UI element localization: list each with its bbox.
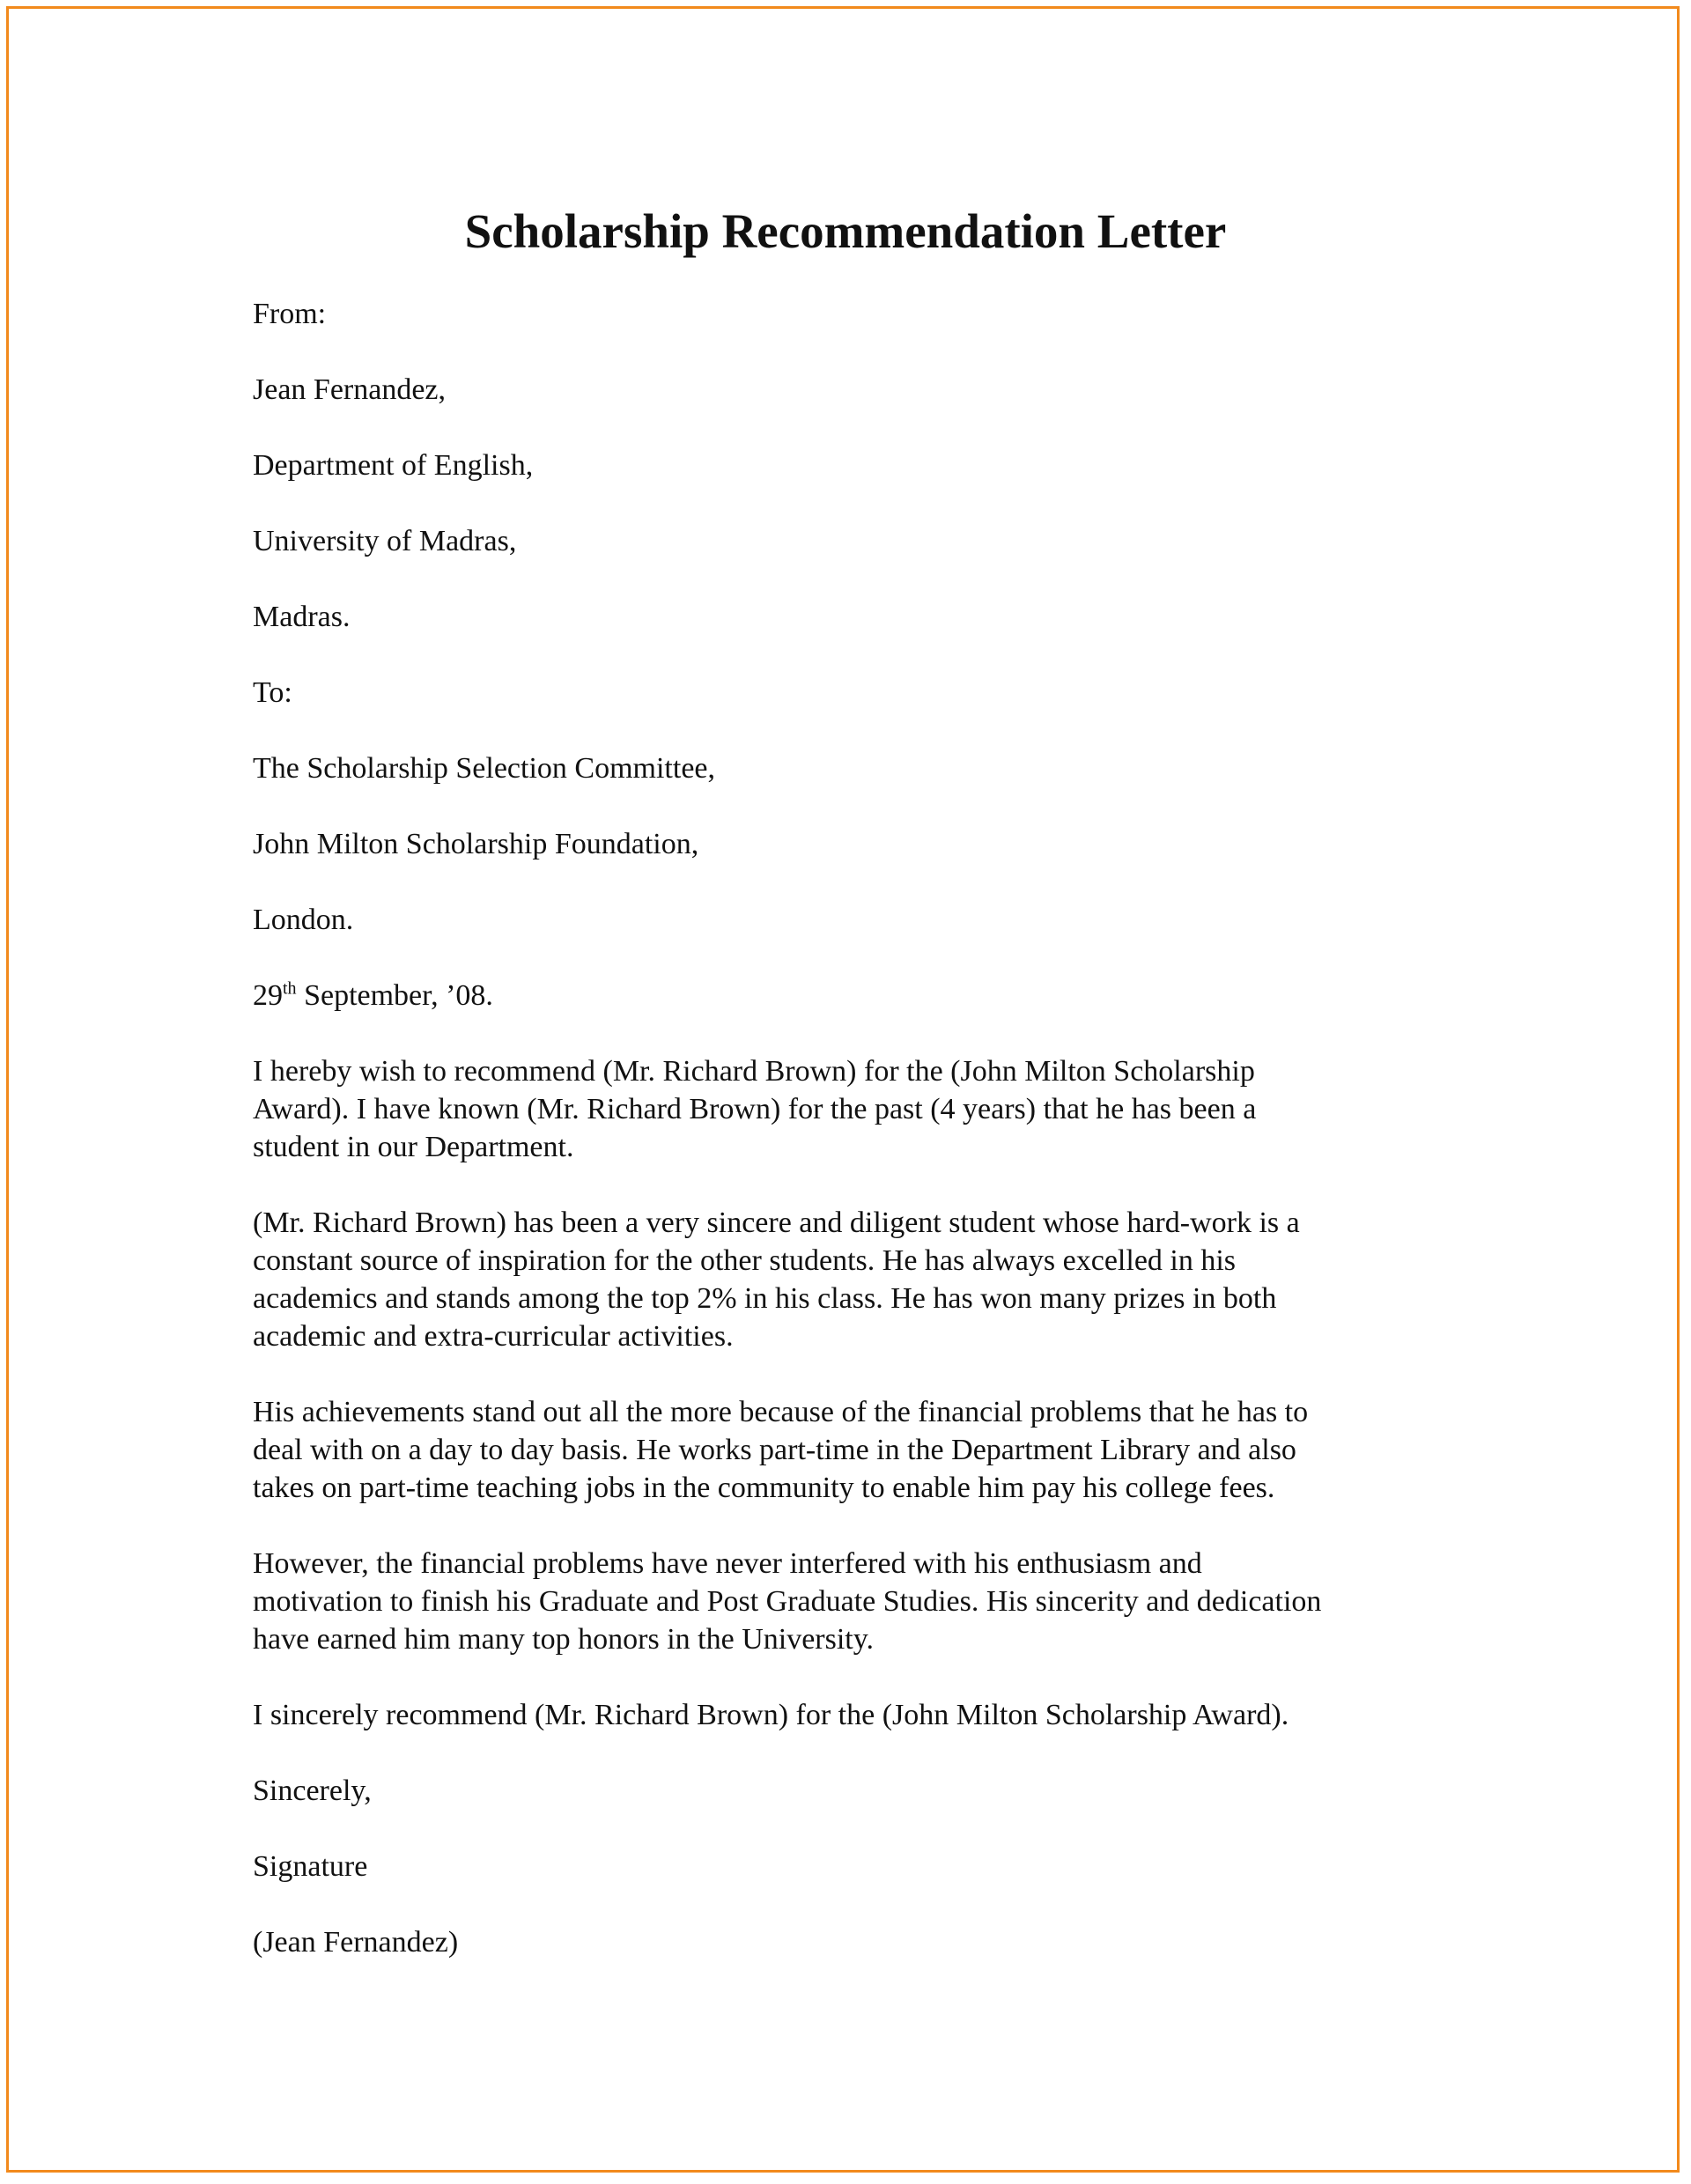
from-label: From: (253, 298, 327, 330)
date-day: 29 (253, 979, 283, 1012)
signatory-name: (Jean Fernandez) (253, 1926, 459, 1959)
body-paragraph-2: (Mr. Richard Brown) has been a very sincere and diligent student whose hard-work is a constant source of inspiration for the other students. He has always excelled in his academics and stands among the top 2% in his class. He has won many prizes in both academic and extra-curricular activities. (253, 1206, 1300, 1353)
sender-city: Madras. (253, 601, 351, 633)
sender-department: Department of English, (253, 449, 534, 482)
date-suffix: th (283, 978, 297, 999)
body-paragraph-3: His achievements stand out all the more because of the financial problems that he has to deal with on a day to day basis. He works part-time in the Department Library and also takes on part-time teaching jobs in the community to enable him pay his college fees. (253, 1396, 1309, 1504)
sender-name: Jean Fernandez, (253, 373, 447, 406)
sender-university: University of Madras, (253, 525, 517, 557)
recipient-foundation: John Milton Scholarship Foundation, (253, 828, 699, 860)
signature: Signature (253, 1850, 368, 1883)
letter-title: Scholarship Recommendation Letter (464, 204, 1227, 258)
letter-body (253, 295, 1486, 1999)
letter-date (253, 977, 1486, 1015)
recipient-committee: The Scholarship Selection Committee, (253, 752, 716, 785)
body-paragraph-1: I hereby wish to recommend (Mr. Richard Brown) for the (John Milton Scholarship Award). I have known (Mr. Richard Brown) for the past (4 years) that he has been a student in our Department. (253, 1055, 1257, 1163)
body-paragraph-4: However, the financial problems have never interfered with his enthusiasm and motivation to finish his Graduate and Post Graduate Studies. His sincerity and dedication have earned him many top honors in the University. (253, 1547, 1322, 1656)
closing: Sincerely, (253, 1774, 372, 1807)
body-paragraph-5: I sincerely recommend (Mr. Richard Brown) for the (John Milton Scholarship Award). (253, 1699, 1289, 1731)
date-rest: September, ’08. (296, 979, 493, 1012)
to-label: To: (253, 676, 292, 709)
recipient-city: London. (253, 904, 354, 936)
